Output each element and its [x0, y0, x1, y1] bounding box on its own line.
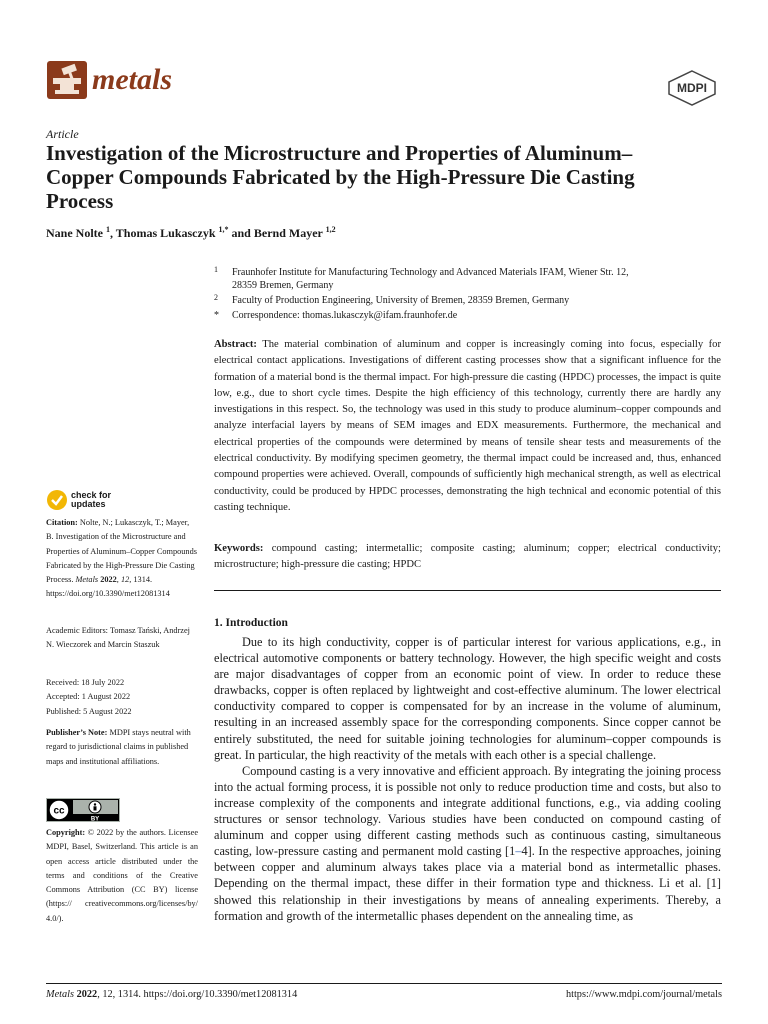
date-label: Received: — [46, 678, 80, 687]
footer-year: 2022 — [76, 989, 98, 1000]
publication-dates — [46, 676, 198, 719]
affiliation-line: 28359 Bremen, Germany — [232, 280, 334, 291]
footer-journal-url[interactable]: https://www.mdpi.com/journal/metals — [565, 989, 722, 1000]
article-type: Article — [46, 127, 79, 141]
reference-link[interactable]: 1 — [509, 844, 516, 859]
affiliation-item — [214, 266, 724, 292]
keywords-label: Keywords: — [214, 543, 264, 554]
body-text — [214, 634, 721, 924]
citation-block: Citation: Nolte, N.; Lukasczyk, T.; Mayer, B. Investigation of the Microstructure and Properties of Aluminum–Copper Compounds Fabricated by the High-Pressure Die Casting Process. Metals 2022, 12, 1314. https://doi.org/10.3390/met12081314 — [46, 518, 197, 599]
journal-name: metals — [92, 63, 172, 96]
footer-divider — [46, 983, 722, 984]
author-affiliation-mark: 1,2 — [325, 225, 336, 234]
correspondence-line[interactable]: Correspondence: thomas.lukasczyk@ifam.fraunhofer.de — [232, 310, 458, 321]
affiliation-marker: 1 — [214, 265, 218, 274]
date-value: 5 August 2022 — [83, 706, 132, 716]
paragraph: Compound casting is a very innovative and efficient approach. By integrating the joining process into the actual forming process, it is possible not only to reduce production time and costs, but also to increase complexity of the components and integrate additional functions, e.g., via adding cooling structures or sensor technology. Various studies have been conducted on compound casting of aluminum and copper using different casting methods such as continuous casting, simultaneous casting, low-pressure casting and permanent mold casting [1–4]. In the respective approaches, joining between copper and aluminum always takes place via a material bond as intermetallic phases. Depending on the thermal impact, these differ in their formation type and thickness. Li et al. [1] showed this relationship in their investigations by means of annealing experiments. Thereby, a formation and growth of the intermetallic phases dependent on the annealing time, as — [214, 763, 722, 923]
section-heading — [214, 617, 288, 629]
check-updates-label: check for updates — [71, 490, 112, 509]
academic-editors — [46, 624, 198, 653]
reference-link[interactable]: 1 — [710, 876, 717, 891]
footer-journal: Metals — [46, 989, 75, 1000]
citation-volume: 12 — [120, 575, 130, 585]
date-label: Accepted: — [46, 692, 80, 702]
citation-text: Nolte, N.; Lukasczyk, T.; Mayer, B. Investigation of the Microstructure and Properties of Aluminum–Copper Compounds Fabricated by the High-Pressure Die Casting Process. — [46, 518, 197, 585]
check-updates-icon — [46, 489, 68, 511]
citation-journal: Metals — [75, 575, 99, 585]
author-list — [46, 225, 336, 241]
cc-by-license-badge[interactable] — [46, 798, 120, 822]
citation-doi-link[interactable]: https://doi.org/10.3390/met12081314 — [46, 589, 170, 599]
author-affiliation-mark: 1 — [106, 225, 110, 234]
affiliations — [214, 266, 724, 322]
mdpi-logo-text: MDPI — [677, 81, 707, 95]
date-value: 18 July 2022 — [81, 678, 125, 687]
anvil-hammer-icon — [46, 60, 88, 100]
footer-citation-rest[interactable]: , 12, 1314. https://doi.org/10.3390/met12081314 — [97, 989, 298, 1000]
check-for-updates-button[interactable] — [46, 489, 111, 511]
reference-link[interactable]: 4 — [521, 844, 528, 859]
author-affiliation-mark: 1,* — [218, 225, 229, 234]
affiliation-item — [214, 309, 724, 322]
publisher-note — [46, 726, 198, 769]
article-title: Investigation of the Microstructure and Properties of Aluminum–Copper Compounds Fabricated by the High-Pressure Die Casting Process — [46, 141, 635, 213]
citation-year: 2022 — [100, 575, 117, 585]
publisher-note-label: Publisher’s Note: — [46, 728, 108, 737]
date-label: Published: — [46, 706, 82, 716]
abstract-text: The material combination of aluminum and copper is increasingly coming into focus, especially for electrical contact applications. Investigations of different casting processes show that a significant influence for the formation of a material bond is the thermal impact. For high-pressure die casting (HPDC) processes, the impact is quite low, e.g., due to short cycle times. Despite the high efficiency of this technology, currently there are hardly any investigations in this respect. So, the technology was used in this study to produce aluminum–copper compounds and analyze interfacial layers by means of SEM images and EDX measurements. Furthermore, the mechanical and electrical properties of the compounds were determined by means of tensile shear tests and measurements of the electrical conductivity. By modifying specimen geometry, the thermal impact could be increased and, thus, enhanced compound properties were achieved. Overall, compounds of sufficiently high mechanical strength, as well as electrical conductivity, could be produced by HPDC processes, demonstrating the high technical and economic potential of this casting technique. — [214, 339, 721, 513]
footer-citation — [46, 989, 297, 1000]
abstract-label: Abstract: — [214, 339, 257, 350]
editors-names: Tomasz Tański, Andrzej N. Wieczorek and Marcin Staszuk — [46, 626, 190, 650]
citation-label: Citation: — [46, 518, 78, 527]
mdpi-logo[interactable] — [666, 70, 718, 106]
affiliation-item — [214, 294, 724, 307]
author-name[interactable]: Bernd Mayer — [253, 226, 323, 240]
journal-logo[interactable] — [46, 60, 172, 100]
section-divider — [214, 590, 721, 591]
paragraph: Due to its high conductivity, copper is of particular interest for various applications, e.g., in electrical automotive components or battery technology. However, the high specific weight and costs are major disadvantages of copper from an economic point of view. In order to reduce these drawbacks, copper is often replaced by lightweight and cost-effective aluminum. The lower electrical conductivity compared to copper is compensated for by an increase in the volume of aluminum, resulting in an increased assembly space for the corresponding components. Since copper cannot be entirely substituted, the need for suitable joining technologies for aluminum–copper compounds is great. In particular, the high reactivity of the metals with each other is a special challenge. — [214, 635, 721, 762]
section-title: Introduction — [225, 617, 288, 629]
keywords — [214, 541, 721, 574]
svg-text:BY: BY — [90, 816, 100, 822]
affiliation-line: Fraunhofer Institute for Manufacturing Technology and Advanced Materials IFAM, Wiener Str. 12, — [232, 267, 629, 278]
affiliation-marker: 2 — [214, 293, 218, 302]
author-separator: and — [228, 226, 254, 240]
copyright-notice — [46, 826, 198, 926]
section-number: 1. — [214, 617, 223, 629]
editors-label: Academic Editors: — [46, 626, 108, 635]
affiliation-marker: * — [214, 310, 219, 321]
keywords-text: compound casting; intermetallic; composite casting; aluminum; copper; electrical conductivity; microstructure; high-pressure die casting; HPDC — [214, 543, 721, 571]
svg-text:cc: cc — [53, 805, 65, 817]
citation-pages: 1314. — [133, 575, 153, 585]
abstract — [214, 337, 721, 516]
copyright-label: Copyright: — [46, 828, 86, 837]
author-name[interactable]: Nane Nolte — [46, 226, 103, 240]
affiliation-line: Faculty of Production Engineering, University of Bremen, 28359 Bremen, Germany — [232, 295, 570, 306]
author-separator: , — [110, 226, 116, 240]
copyright-text: © 2022 by the authors. Licensee MDPI, Basel, Switzerland. This article is an open access article distributed under the terms and conditions of the Creative Commons Attribution (CC BY) license (https:// creativecommons.org/licenses/by/ 4.0/). — [46, 828, 199, 923]
date-value: 1 August 2022 — [81, 692, 131, 702]
author-name[interactable]: Thomas Lukasczyk — [115, 226, 216, 240]
publisher-note-text: MDPI stays neutral with regard to jurisdictional claims in published maps and institutional affiliations. — [46, 728, 191, 766]
